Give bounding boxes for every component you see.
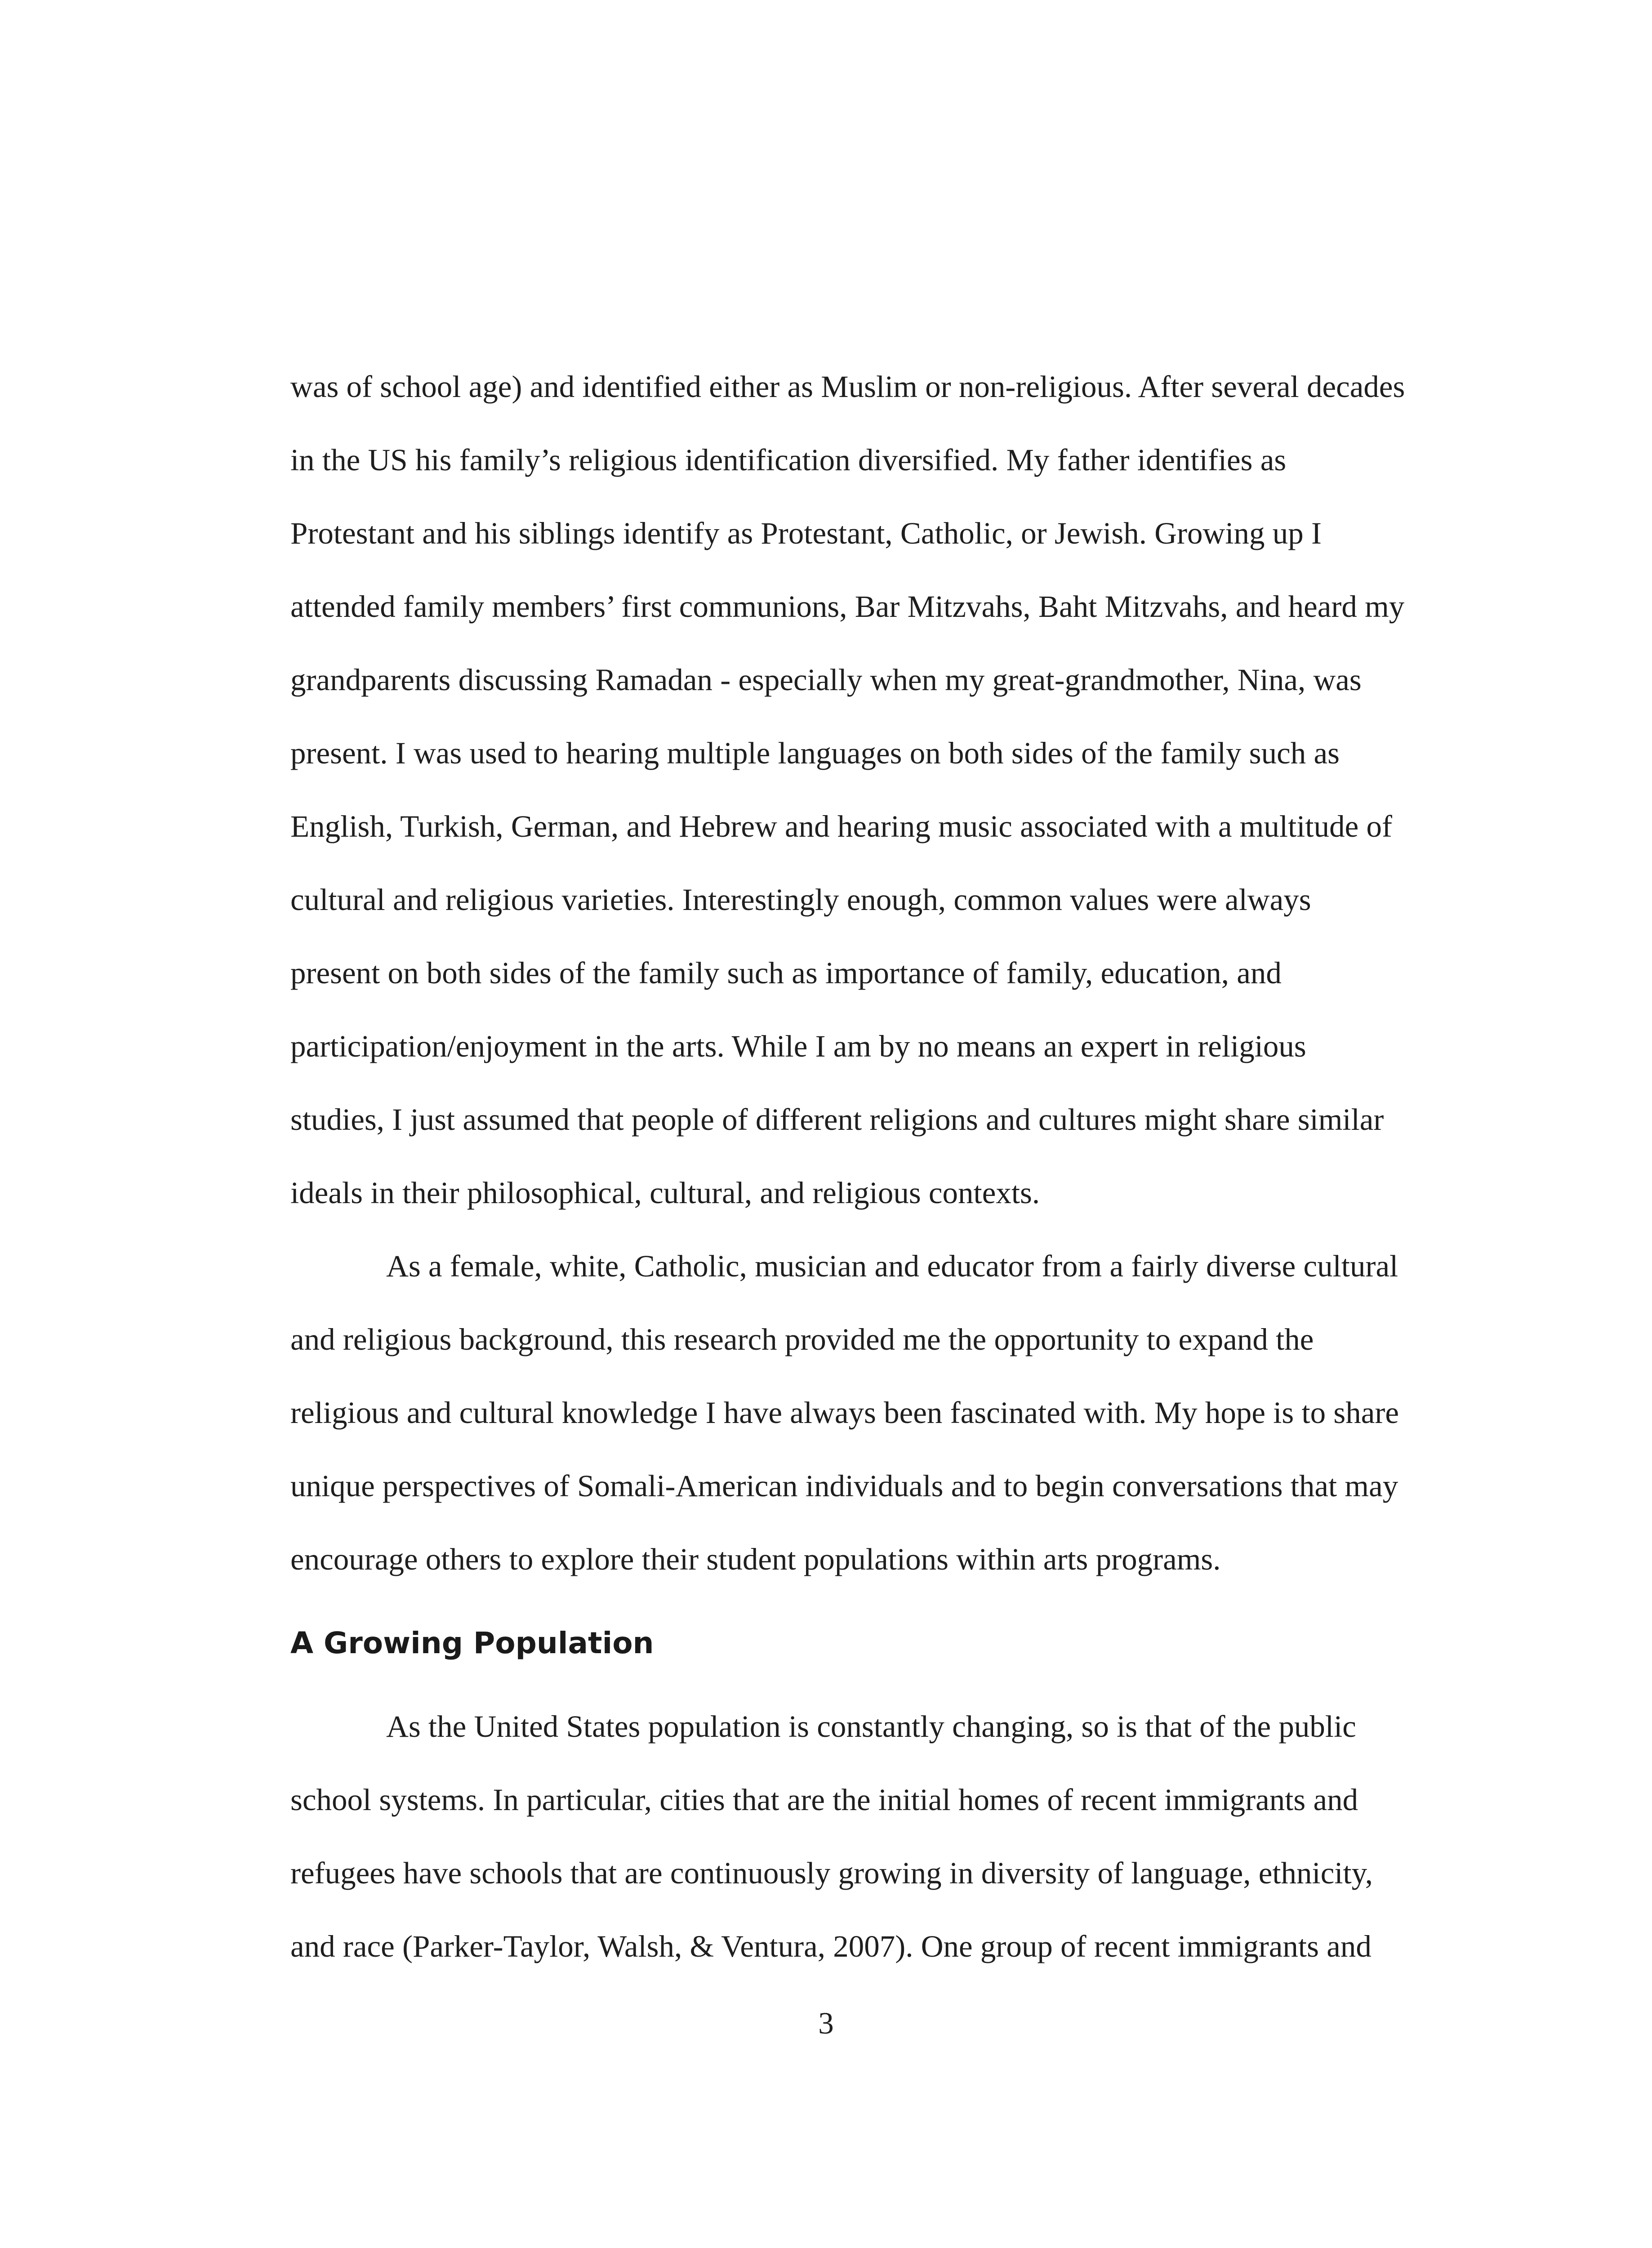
paragraph-line: refugees have schools that are continuously growing in diversity of language, ethnicity,	[290, 1856, 1373, 1890]
paragraph-line: unique perspectives of Somali-American individuals and to begin conversations that may	[290, 1469, 1398, 1503]
paragraph-line: As the United States population is constantly changing, so is that of the public	[386, 1709, 1356, 1744]
section-heading: A Growing Population	[290, 1626, 654, 1660]
paragraph-line: attended family members’ first communions, Bar Mitzvahs, Baht Mitzvahs, and heard my	[290, 589, 1405, 624]
paragraph-line: grandparents discussing Ramadan - especially when my great-grandmother, Nina, was	[290, 663, 1362, 697]
paragraph-line: was of school age) and identified either as Muslim or non-religious. After several decades	[290, 370, 1405, 404]
paragraph-line: present on both sides of the family such as importance of family, education, and	[290, 956, 1282, 990]
paragraph-line: and race (Parker-Taylor, Walsh, & Ventura, 2007). One group of recent immigrants and	[290, 1929, 1371, 1963]
paragraph-line: present. I was used to hearing multiple languages on both sides of the family such as	[290, 736, 1340, 770]
paragraph-line: participation/enjoyment in the arts. While I am by no means an expert in religious	[290, 1029, 1306, 1063]
paragraph-line: in the US his family’s religious identification diversified. My father identifies as	[290, 443, 1287, 477]
paragraph-line: English, Turkish, German, and Hebrew and hearing music associated with a multitude of	[290, 809, 1392, 843]
paragraph-line: studies, I just assumed that people of different religions and cultures might share similar	[290, 1102, 1384, 1137]
paragraph-line: religious and cultural knowledge I have always been fascinated with. My hope is to share	[290, 1396, 1399, 1430]
paragraph-line: and religious background, this research provided me the opportunity to expand the	[290, 1322, 1314, 1356]
paragraph-line: cultural and religious varieties. Interestingly enough, common values were always	[290, 883, 1311, 917]
page-number: 3	[818, 2006, 834, 2040]
paragraph-line: ideals in their philosophical, cultural, and religious contexts.	[290, 1176, 1040, 1210]
paragraph-line: As a female, white, Catholic, musician and educator from a fairly diverse cultural	[386, 1249, 1398, 1283]
paragraph-line: encourage others to explore their student populations within arts programs.	[290, 1542, 1221, 1576]
paragraph-line: school systems. In particular, cities that are the initial homes of recent immigrants and	[290, 1783, 1358, 1817]
paragraph-line: Protestant and his siblings identify as Protestant, Catholic, or Jewish. Growing up I	[290, 516, 1322, 550]
